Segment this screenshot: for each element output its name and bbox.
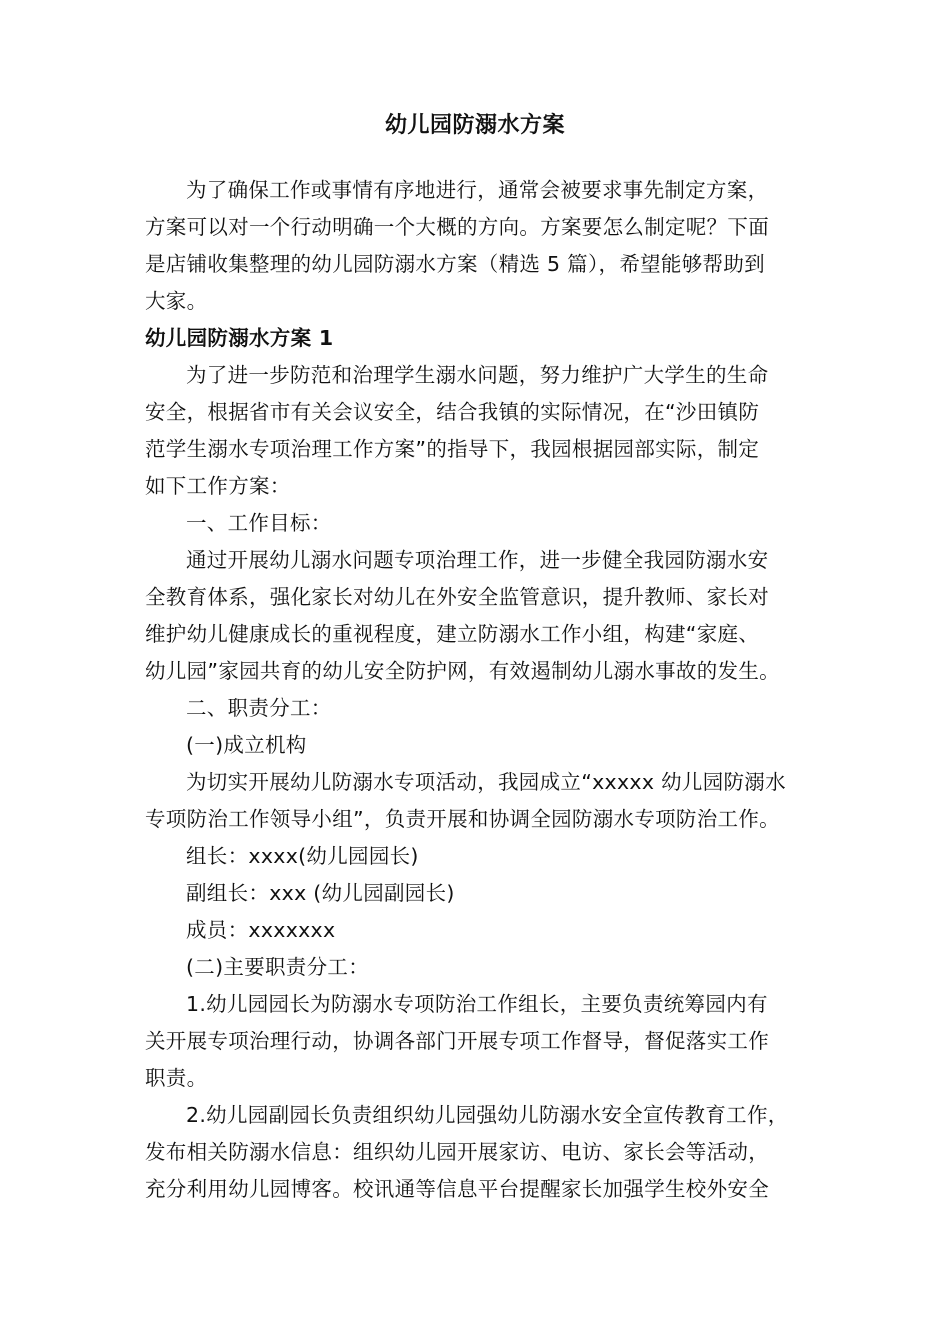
paragraph-line: 维护幼儿健康成长的重视程度，建立防溺水工作小组，构建“家庭、 — [145, 622, 760, 646]
paragraph-line: 安全，根据省市有关会议安全，结合我镇的实际情况，在“沙田镇防 — [145, 400, 760, 424]
paragraph-line: (二)主要职责分工： — [186, 955, 369, 979]
paragraph-line: 如下工作方案： — [145, 474, 291, 498]
paragraph-line: 关开展专项治理行动，协调各部门开展专项工作督导，督促落实工作 — [145, 1029, 769, 1053]
document-title: 幼儿园防溺水方案 — [384, 113, 565, 138]
paragraph-line: 1.幼儿园园长为防溺水专项防治工作组长，主要负责统筹园内有 — [186, 992, 768, 1016]
paragraph-line: 职责。 — [145, 1066, 208, 1090]
paragraph-line: 专项防治工作领导小组”，负责开展和协调全园防溺水专项防治工作。 — [145, 807, 780, 831]
paragraph-line: (一)成立机构 — [186, 733, 307, 757]
paragraph-line: 通过开展幼儿溺水问题专项治理工作，进一步健全我园防溺水安 — [186, 548, 769, 572]
document-body — [145, 172, 825, 1208]
paragraph-line: 副组长：xxx (幼儿园副园长) — [186, 881, 455, 905]
paragraph-line: 组长：xxxx(幼儿园园长) — [186, 844, 419, 868]
paragraph-line: 全教育体系，强化家长对幼儿在外安全监管意识，提升教师、家长对 — [145, 585, 769, 609]
paragraph-line: 大家。 — [145, 289, 208, 313]
section-heading: 幼儿园防溺水方案 1 — [145, 326, 334, 350]
paragraph-line: 充分利用幼儿园博客。校讯通等信息平台提醒家长加强学生校外安全 — [145, 1177, 769, 1201]
paragraph-line: 成员：xxxxxxx — [186, 918, 336, 942]
paragraph-line: 为了确保工作或事情有序地进行，通常会被要求事先制定方案， — [186, 178, 769, 202]
paragraph-line: 幼儿园”家园共育的幼儿安全防护网，有效遏制幼儿溺水事故的发生。 — [145, 659, 780, 683]
paragraph-line: 2.幼儿园副园长负责组织幼儿园强幼儿防溺水安全宣传教育工作， — [186, 1103, 789, 1127]
paragraph-line: 为切实开展幼儿防溺水专项活动，我园成立“xxxxx 幼儿园防溺水 — [186, 770, 786, 794]
paragraph-line: 发布相关防溺水信息：组织幼儿园开展家访、电访、家长会等活动， — [145, 1140, 769, 1164]
paragraph-line: 方案可以对一个行动明确一个大概的方向。方案要怎么制定呢？下面 — [145, 215, 769, 239]
paragraph-line: 范学生溺水专项治理工作方案”的指导下，我园根据园部实际，制定 — [145, 437, 760, 461]
paragraph-line: 一、工作目标： — [186, 511, 332, 535]
paragraph-line: 为了进一步防范和治理学生溺水问题，努力维护广大学生的生命 — [186, 363, 769, 387]
paragraph-line: 是店铺收集整理的幼儿园防溺水方案（精选 5 篇），希望能够帮助到 — [145, 252, 765, 276]
paragraph-line: 二、职责分工： — [186, 696, 332, 720]
